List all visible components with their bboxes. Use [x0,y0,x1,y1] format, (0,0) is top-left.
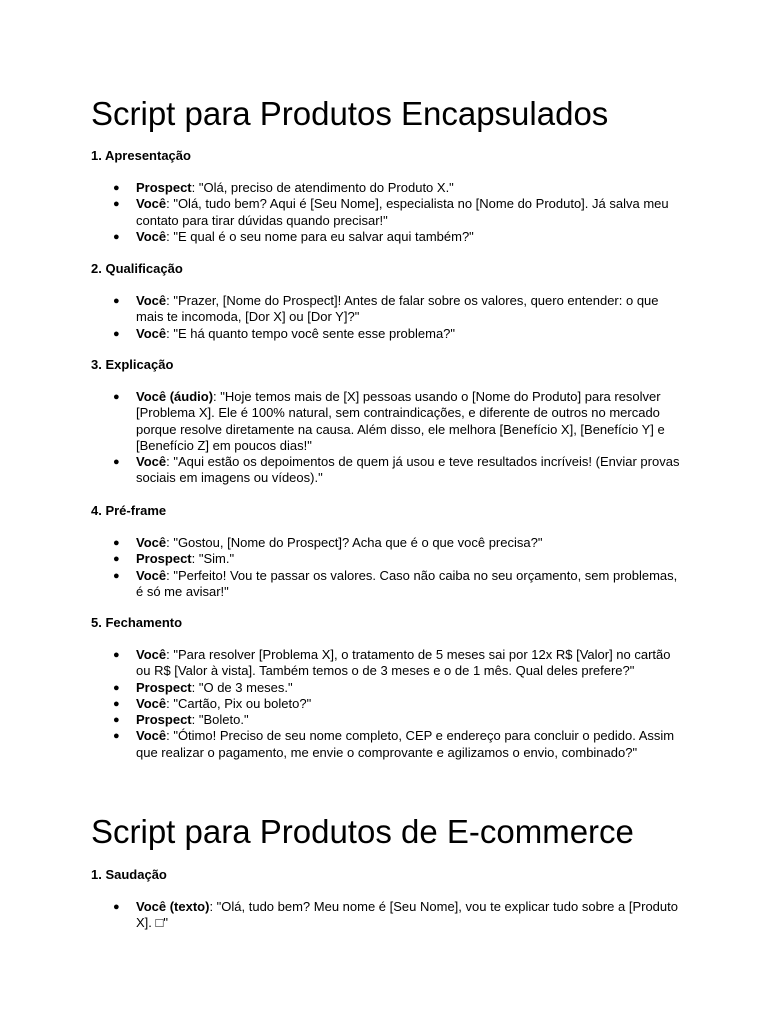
list-item [91,196,681,229]
bullet-icon: ● [113,697,120,710]
bullet-icon: ● [113,681,120,694]
list-item [91,568,681,601]
line-text: : "Para resolver [Problema X], o tratamento de 5 meses sai por 12x R$ [Valor] no cartão ou R$ [Valor à vista]. Também temos o de 3 meses e o de 1 mês. Qual deles prefere?" [136,647,671,679]
speaker-label: Você [136,567,167,583]
line-text: : "Prazer, [Nome do Prospect]! Antes de falar sobre os valores, quero entender: o que mais te incomoda, [Dor X] ou [Dor Y]?" [136,293,659,325]
list-item [91,696,681,712]
line-text: : "Olá, tudo bem? Aqui é [Seu Nome], especialista no [Nome do Produto]. Já salva meu contato para tirar dúvidas quando precisar!" [136,196,669,228]
bullet-icon: ● [113,649,120,661]
list-item [91,535,681,551]
bullet-list [91,180,681,245]
list-item [91,229,681,245]
bullet-icon: ● [113,198,120,211]
speaker-label: Você [136,535,167,550]
section-heading: 1. Apresentação [91,148,191,163]
line-text: : "E há quanto tempo você sente esse problema?" [166,325,456,341]
speaker-label: Prospect [136,180,192,195]
line-text: : "Perfeito! Vou te passar os valores. Caso não caiba no seu orçamento, sem problemas, é só me avisar!" [136,567,678,599]
section-qualificacao [91,261,681,342]
list-item [91,551,681,567]
speaker-label: Você [136,647,167,662]
section-apresentacao [91,148,681,245]
list-item [91,454,681,487]
bullet-icon: ● [113,456,120,469]
bullet-list [91,899,681,932]
line-text: : "Boleto." [191,712,249,728]
speaker-label: Você (áudio) [136,389,214,404]
bullet-list [91,293,681,342]
line-text: : "Hoje temos mais de [X] pessoas usando o [Nome do Produto] para resolver [Problema X]. Ele é 100% natural, sem contraindicações, e diferente de outros no mercado porque resolve diretamente na causa. Além disso, ele melhora [Benefício X], [Benefício Y] e [Benefício Z] em poucos dias!" [136,389,665,453]
speaker-label: Você [136,454,167,470]
list-item [91,293,681,326]
bullet-icon: ● [113,553,120,566]
list-item [91,899,681,932]
list-item [91,647,681,680]
page-title-ecommerce: Script para Produtos de E-commerce [91,813,634,850]
speaker-label: Prospect [136,679,192,695]
bullet-icon: ● [113,327,120,340]
line-text: : "Olá, preciso de atendimento do Produto X." [191,180,454,195]
bullet-icon: ● [113,714,120,727]
list-item [91,326,681,342]
speaker-label: Você [136,228,167,244]
section-pre-frame [91,503,681,600]
section-explicacao [91,357,681,487]
section-fechamento [91,615,681,761]
bullet-icon: ● [113,182,120,194]
speaker-label: Você [136,325,167,341]
bullet-icon: ● [113,730,120,743]
line-text: : "Gostou, [Nome do Prospect]? Acha que é o que você precisa?" [166,535,543,550]
speaker-label: Prospect [136,551,192,567]
line-text: : "Aqui estão os depoimentos de quem já usou e teve resultados incríveis! (Enviar provas sociais em imagens ou vídeos)." [136,454,680,486]
list-item [91,389,681,454]
speaker-label: Você [136,196,167,212]
line-text: : "Sim." [191,551,235,567]
section-saudacao [91,867,681,932]
section-heading: 5. Fechamento [91,615,183,630]
speaker-label: Você [136,728,167,744]
bullet-icon: ● [113,569,120,582]
speaker-label: Prospect [136,712,192,728]
list-item [91,712,681,728]
line-text: : "Ótimo! Preciso de seu nome completo, CEP e endereço para concluir o pedido. Assim que realizar o pagamento, me envie o comprovante e agilizamos o envio, combinado?" [136,728,675,760]
section-heading: 2. Qualificação [91,261,183,276]
speaker-label: Você (texto) [136,899,210,914]
list-item [91,180,681,196]
page-title: Script para Produtos Encapsulados [91,95,609,132]
list-item [91,680,681,696]
line-text: : "O de 3 meses." [191,679,293,695]
section-heading: 4. Pré-frame [91,503,167,518]
section-heading: 1. Saudação [91,867,167,882]
line-text: : "E qual é o seu nome para eu salvar aqui também?" [166,228,474,244]
bullet-icon: ● [113,295,120,307]
bullet-list [91,647,681,761]
bullet-icon: ● [113,230,120,243]
speaker-label: Você [136,293,167,308]
speaker-label: Você [136,695,167,711]
bullet-list [91,535,681,600]
line-text: : "Cartão, Pix ou boleto?" [166,695,312,711]
bullet-list [91,389,681,487]
bullet-icon: ● [113,391,120,403]
line-text: : "Olá, tudo bem? Meu nome é [Seu Nome], vou te explicar tudo sobre a [Produto X]. □" [136,899,678,931]
list-item [91,728,681,761]
bullet-icon: ● [113,537,120,549]
bullet-icon: ● [113,901,120,913]
section-heading: 3. Explicação [91,357,174,372]
